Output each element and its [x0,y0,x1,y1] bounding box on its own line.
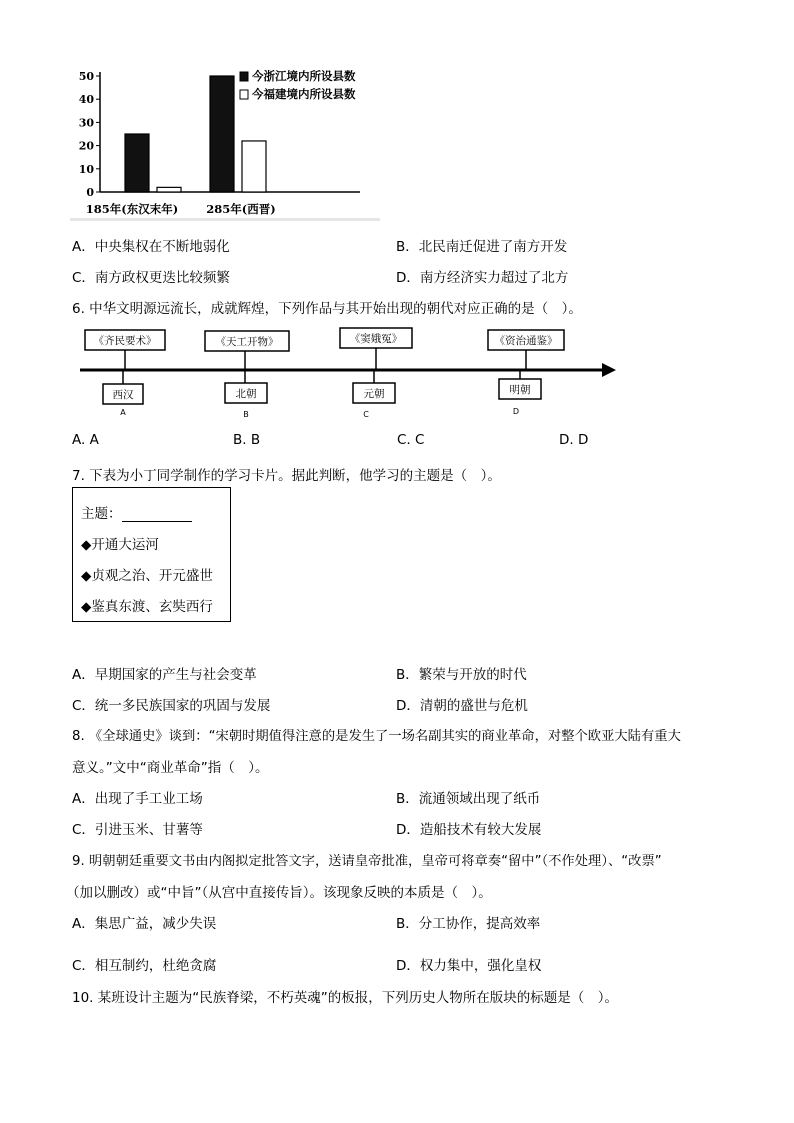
q6-option-b[interactable]: B. B [233,432,261,448]
y-tick-label: 10 [78,162,94,176]
card-item-3: ◆鉴真东渡、玄奘西行 [81,599,213,615]
q7-option-b[interactable]: B．繁荣与开放的时代 [396,667,527,683]
y-tick-label: 20 [78,139,94,153]
q9-option-a[interactable]: A．集思广益，减少失误 [72,916,217,932]
dynasty-letter-d: D [512,407,520,416]
work-label-3: 《窦娥冤》 [349,333,403,345]
work-box-4 [488,330,564,370]
q6-option-d[interactable]: D. D [559,432,589,448]
study-card [72,487,231,622]
dynasty-box-d [499,370,541,416]
q9-option-d[interactable]: D．权力集中，强化皇权 [396,958,542,974]
dynasty-box-b [225,370,267,419]
timeline-arrowhead [602,363,616,377]
chart-legend [240,69,356,101]
q9-stem-line2: （加以删改）或“中旨”（从宫中直接传旨）。该现象反映的本质是（ ）。 [66,885,492,901]
y-tick-label: 50 [78,70,94,83]
bar-fujian-1 [157,187,181,192]
work-box-1 [85,330,165,370]
legend-swatch [240,90,248,99]
legend-label: 今浙江境内所设县数 [252,69,356,83]
card-item-1: ◆开通大运河 [81,537,159,553]
chart-bottom-strip [70,218,380,221]
q6-option-a[interactable]: A. A [72,432,99,448]
card-topic-label: 主题： [81,506,122,522]
q8-stem-line2: 意义。”文中“商业革命”指（ ）。 [72,760,269,776]
dynasty-label-a: 西汉 [112,389,134,401]
dynasty-letter-a: A [120,408,126,417]
q8-option-c[interactable]: C．引进玉米、甘薯等 [72,822,203,838]
q8-option-b[interactable]: B．流通领域出现了纸币 [396,791,541,807]
q6-timeline [70,322,630,422]
dynasty-box-a [103,370,143,417]
dynasty-label-c: 元朝 [363,388,385,400]
work-box-2 [205,331,289,370]
q8-option-d[interactable]: D．造船技术有较大发展 [396,822,542,838]
q7-option-c[interactable]: C．统一多民族国家的巩固与发展 [72,698,271,714]
card-topic-row [81,502,192,522]
bar-zhejiang-1 [125,134,149,192]
q9-stem-line1: 9. 明朝朝廷重要文书由内阁拟定批答文字，送请皇帝批准，皇帝可将章奏“留中”（不作处理）、“改票” [72,854,662,869]
q9-option-b[interactable]: B．分工协作，提高效率 [396,916,541,932]
q7-stem: 7. 下表为小丁同学制作的学习卡片。据此判断，他学习的主题是（ ）。 [72,468,501,484]
x-category-label: 185年(东汉末年) [85,202,179,216]
q8-option-a[interactable]: A．出现了手工业工场 [72,791,203,807]
work-label-4: 《资治通鉴》 [494,335,558,347]
q6-option-c[interactable]: C. C [397,432,425,448]
q5-option-d[interactable]: D．南方经济实力超过了北方 [396,270,569,286]
work-label-2: 《天工开物》 [215,336,279,348]
legend-swatch [240,72,248,81]
q8-stem-line1: 8. 《全球通史》谈到：“宋朝时期值得注意的是发生了一场名副其实的商业革命，对整个欧亚大陆有重大 [72,729,681,744]
dynasty-label-d: 明朝 [509,384,531,396]
q5-option-a[interactable]: A．中央集权在不断地弱化 [72,239,230,255]
q10-stem: 10. 某班设计主题为“民族脊梁，不朽英魂”的板报，下列历史人物所在版块的标题是（ ）。 [72,990,618,1006]
q5-option-c[interactable]: C．南方政权更迭比较频繁 [72,270,230,286]
q7-option-d[interactable]: D．清朝的盛世与危机 [396,698,528,714]
x-category-label: 285年(西晋) [206,202,276,216]
card-topic-blank [122,508,192,522]
q7-option-a[interactable]: A．早期国家的产生与社会变革 [72,667,257,683]
y-tick-label: 0 [86,186,94,199]
work-box-3 [340,328,412,370]
dynasty-letter-c: C [363,410,369,419]
q9-option-c[interactable]: C．相互制约，杜绝贪腐 [72,958,217,974]
q6-stem: 6. 中华文明源远流长，成就辉煌，下列作品与其开始出现的朝代对应正确的是（ ）。 [72,301,582,317]
y-tick-label: 30 [78,116,94,130]
chart-x-labels [86,202,276,216]
work-label-1: 《齐民要术》 [93,335,157,347]
dynasty-label-b: 北朝 [235,388,257,400]
card-item-2: ◆贞观之治、开元盛世 [81,568,213,584]
dynasty-letter-b: B [243,410,249,419]
bar-zhejiang-2 [210,76,234,192]
bar-fujian-2 [242,141,266,192]
dynasty-box-c [353,370,395,419]
q5-option-b[interactable]: B．北民南迁促进了南方开发 [396,239,568,255]
y-tick-label: 40 [78,93,94,107]
county-count-bar-chart [60,60,390,225]
legend-label: 今福建境内所设县数 [252,87,356,101]
